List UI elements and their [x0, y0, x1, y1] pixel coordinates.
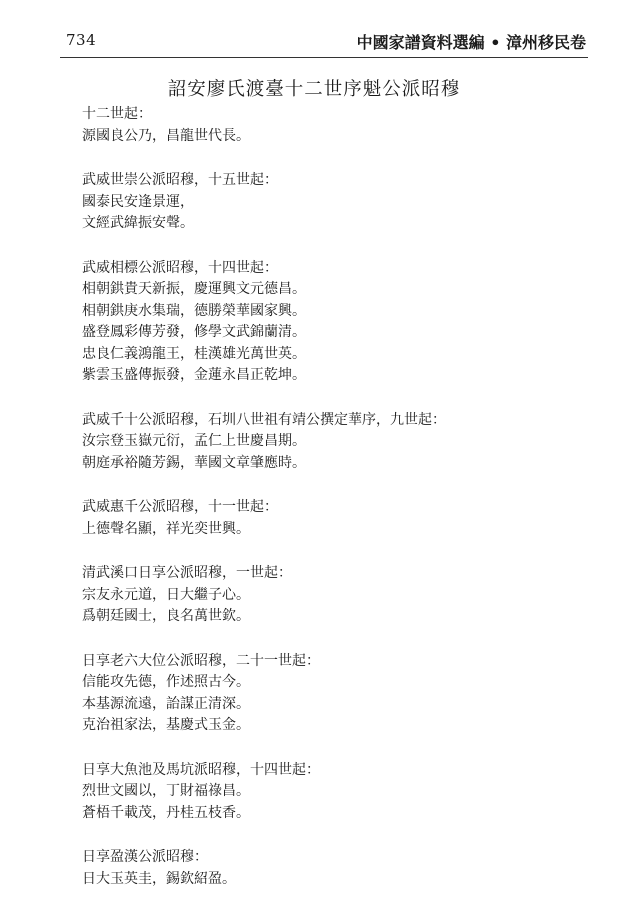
text-line: 蒼梧千載茂，丹桂五枝香。	[82, 804, 250, 821]
text-line: 相朝鉷貴天新振，慶運興文元德昌。	[82, 281, 306, 297]
text-line: 清武溪口日享公派昭穆，一世起：	[82, 565, 292, 581]
text-line: 盛登鳳彩傳芳發，修學文武錦蘭清。	[82, 324, 306, 340]
text-line: 國泰民安逢景運，	[82, 193, 194, 210]
text-line: 朝庭承裕隨芳錫，華國文章肇應時。	[82, 454, 306, 471]
document-title: 詔安廖氏渡臺十二世序魁公派昭穆	[167, 79, 461, 100]
page-number: 734	[66, 31, 97, 49]
lineage-section-5	[82, 497, 602, 540]
lineage-section-6	[82, 563, 602, 628]
lineage-section-1	[82, 104, 602, 147]
text-line: 武威世崇公派昭穆，十五世起：	[82, 172, 278, 188]
text-line: 克治祖家法，基慶式玉金。	[82, 717, 250, 733]
text-line: 武威相標公派昭穆，十四世起：	[82, 259, 278, 276]
text-line: 紫雲玉盛傳振發，金蓮永昌正乾坤。	[82, 367, 306, 383]
lineage-section-8	[82, 760, 602, 825]
text-line: 日大玉英圭，錫欽紹盈。	[82, 870, 236, 887]
text-line: 本基源流遠，詒謀正清深。	[82, 695, 250, 712]
text-line: 上德聲名顯，祥光奕世興。	[82, 520, 250, 537]
lineage-section-7	[82, 651, 602, 737]
text-line: 爲朝廷國士，良名萬世欽。	[82, 608, 250, 624]
lineage-section-4	[82, 410, 602, 475]
text-line: 宗友永元道，日大繼子心。	[82, 586, 250, 603]
header-rule	[60, 57, 588, 58]
text-line: 日享老六大位公派昭穆，二十一世起：	[82, 652, 320, 669]
text-line: 烈世文國以，丁財福祿昌。	[82, 783, 250, 799]
text-line: 十二世起：	[82, 106, 152, 122]
text-line: 信能攻先德，作述照古今。	[82, 674, 250, 690]
text-line: 日享大魚池及馬坑派昭穆，十四世起：	[82, 761, 320, 778]
lineage-section-3	[82, 258, 602, 387]
lineage-section-9	[82, 847, 602, 890]
text-line: 相朝鉷庚水集瑞，德勝榮華國家興。	[82, 302, 306, 319]
text-line: 日享盈漢公派昭穆：	[82, 849, 208, 865]
text-line: 文經武緯振安聲。	[82, 215, 194, 231]
text-line: 忠良仁義鴻龍王，桂漢雄光萬世英。	[82, 345, 306, 362]
text-line: 汝宗登玉嶽元衍，孟仁上世慶昌期。	[82, 433, 306, 449]
lineage-section-2	[82, 170, 602, 235]
text-line: 武威惠千公派昭穆，十一世起：	[82, 499, 278, 515]
document-body	[82, 104, 602, 913]
text-line: 武威千十公派昭穆，石圳八世祖有靖公撰定華序，九世起：	[82, 411, 446, 428]
book-title: 中國家譜資料選編 • 漳州移民卷	[356, 33, 586, 52]
text-line: 源國良公乃，昌龍世代長。	[82, 127, 250, 144]
